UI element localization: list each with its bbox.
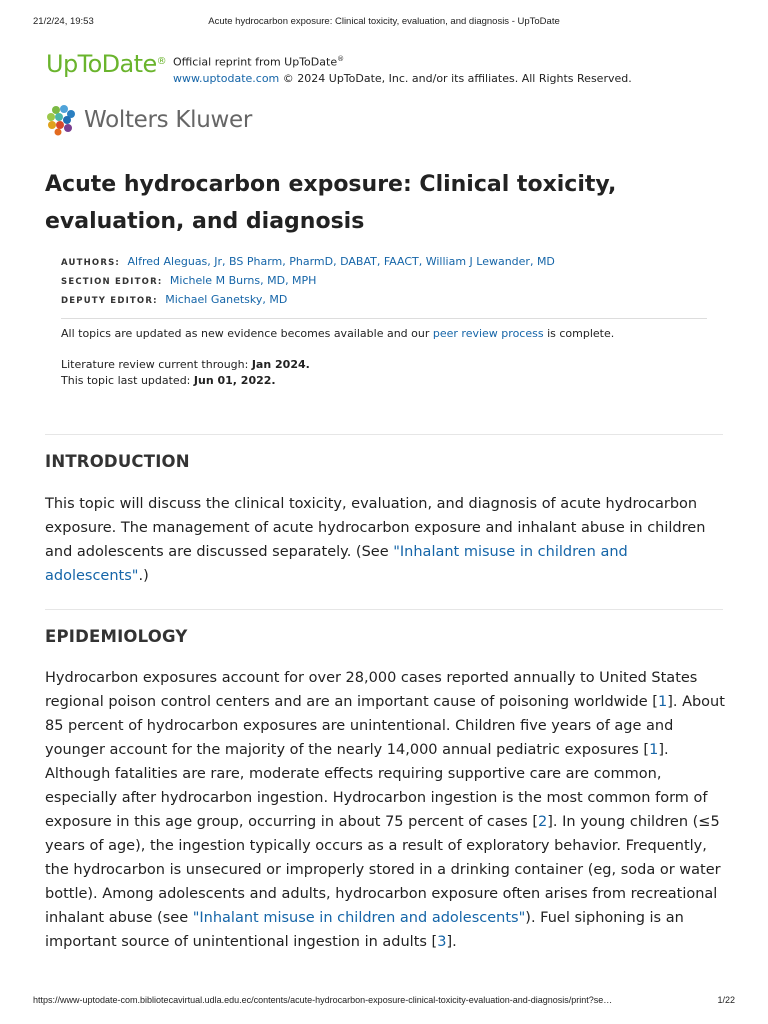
print-doc-title: Acute hydrocarbon exposure: Clinical toxicity, evaluation, and diagnosis - UpToDate [208, 16, 560, 27]
section-divider [45, 609, 723, 610]
inhalant-misuse-link-2[interactable]: "Inhalant misuse in children and adolescents" [192, 910, 526, 926]
article-meta [61, 253, 555, 310]
uptodate-home-link[interactable]: www.uptodate.com [173, 71, 280, 85]
meta-divider [61, 318, 707, 319]
authors-link[interactable]: Alfred Aleguas, Jr, BS Pharm, PharmD, DABAT, FAACT, William J Lewander, MD [127, 255, 555, 268]
lit-review-label: Literature review current through: [61, 358, 252, 371]
review-prefix: All topics are updated as new evidence becomes available and our [61, 327, 433, 340]
lit-review-date: Jan 2024. [251, 358, 310, 371]
authors-row [61, 253, 555, 272]
introduction-paragraph: This topic will discuss the clinical toxicity, evaluation, and diagnosis of acute hydrocarbon exposure. The management of acute hydrocarbon exposure and inhalant abuse in children and adolescents are discussed separately. (See "Inhalant misuse in children and adolescents".) [45, 496, 706, 584]
reference-link-2[interactable]: 2 [538, 814, 548, 830]
section-divider [45, 434, 723, 435]
epidemiology-paragraph: Hydrocarbon exposures account for over 28,000 cases reported annually to United States regional poison control centers and are an important cause of poisoning worldwide [1]. About 85 percent of hydrocarbon exposures are unintentional. Children five years of age and younger account for the majority of the nearly 14,000 annual pediatric exposures [1]. Although fatalities are rare, moderate effects requiring supportive care are common, especially after hydrocarbon ingestion. Hydrocarbon ingestion is the most common form of exposure in this age group, occurring in about 75 percent of cases [2]. In young children (≤5 years of age), the ingestion typically occurs as a result of exploratory behavior. Frequently, the hydrocarbon is unsecured or improperly stored in a drinking container (eg, soda or water bottle). Among adolescents and adults, hydrocarbon exposure often arises from recreational inhalant abuse (see "Inhalant misuse in children and adolescents"). Fuel siphoning is an important source of unintentional ingestion in adults [3]. [45, 670, 725, 950]
reference-link-3[interactable]: 3 [437, 934, 447, 950]
reprint-notice: Official reprint from UpToDate® www.uptodate.com © 2024 UpToDate, Inc. and/or its affiliates. All Rights Reserved. [173, 55, 632, 85]
review-dates [61, 357, 310, 389]
authors-label: AUTHORS: [61, 258, 121, 268]
review-notice [61, 326, 614, 342]
uptodate-logo-text: UpToDate [46, 50, 157, 78]
review-suffix: is complete. [543, 327, 615, 340]
page-number: 1/22 [717, 995, 735, 1005]
section-editor-label: SECTION EDITOR: [61, 277, 163, 287]
print-footer [33, 995, 735, 1005]
print-datetime: 21/2/24, 19:53 [33, 16, 94, 27]
deputy-editor-label: DEPUTY EDITOR: [61, 296, 158, 306]
reference-link-1b[interactable]: 1 [649, 742, 659, 758]
introduction-heading: INTRODUCTION [45, 452, 190, 471]
reference-link-1[interactable]: 1 [657, 694, 668, 710]
last-updated-date: Jun 01, 2022. [193, 374, 276, 387]
registered-mark: ® [156, 56, 167, 67]
publisher-name: Wolters Kluwer [84, 107, 253, 133]
deputy-editor-link[interactable]: Michael Ganetsky, MD [165, 293, 288, 306]
brand-block [46, 50, 632, 85]
copyright-text: © 2024 UpToDate, Inc. and/or its affiliates. All Rights Reserved. [279, 71, 632, 85]
last-updated-label: This topic last updated: [61, 374, 194, 387]
wolters-kluwer-logo [46, 104, 252, 136]
deputy-editor-row [61, 291, 555, 310]
article-title: Acute hydrocarbon exposure: Clinical toxicity, evaluation, and diagnosis [45, 172, 617, 234]
uptodate-logo[interactable] [46, 50, 166, 78]
reprint-line: Official reprint from UpToDate [173, 55, 338, 69]
print-url: https://www-uptodate-com.bibliotecavirtual.udla.edu.ec/contents/acute-hydrocarbon-exposure-clinical-toxicity-evaluation-and-diagnosis/print?se… [33, 995, 613, 1005]
print-header [33, 16, 735, 27]
wolters-kluwer-mark-icon [46, 104, 78, 136]
section-editor-row [61, 272, 555, 291]
section-editor-link[interactable]: Michele M Burns, MD, MPH [169, 274, 317, 287]
peer-review-link[interactable]: peer review process [432, 327, 544, 340]
epidemiology-heading: EPIDEMIOLOGY [45, 627, 188, 646]
inhalant-misuse-link[interactable]: "Inhalant misuse in children and adolescents" [45, 544, 628, 584]
